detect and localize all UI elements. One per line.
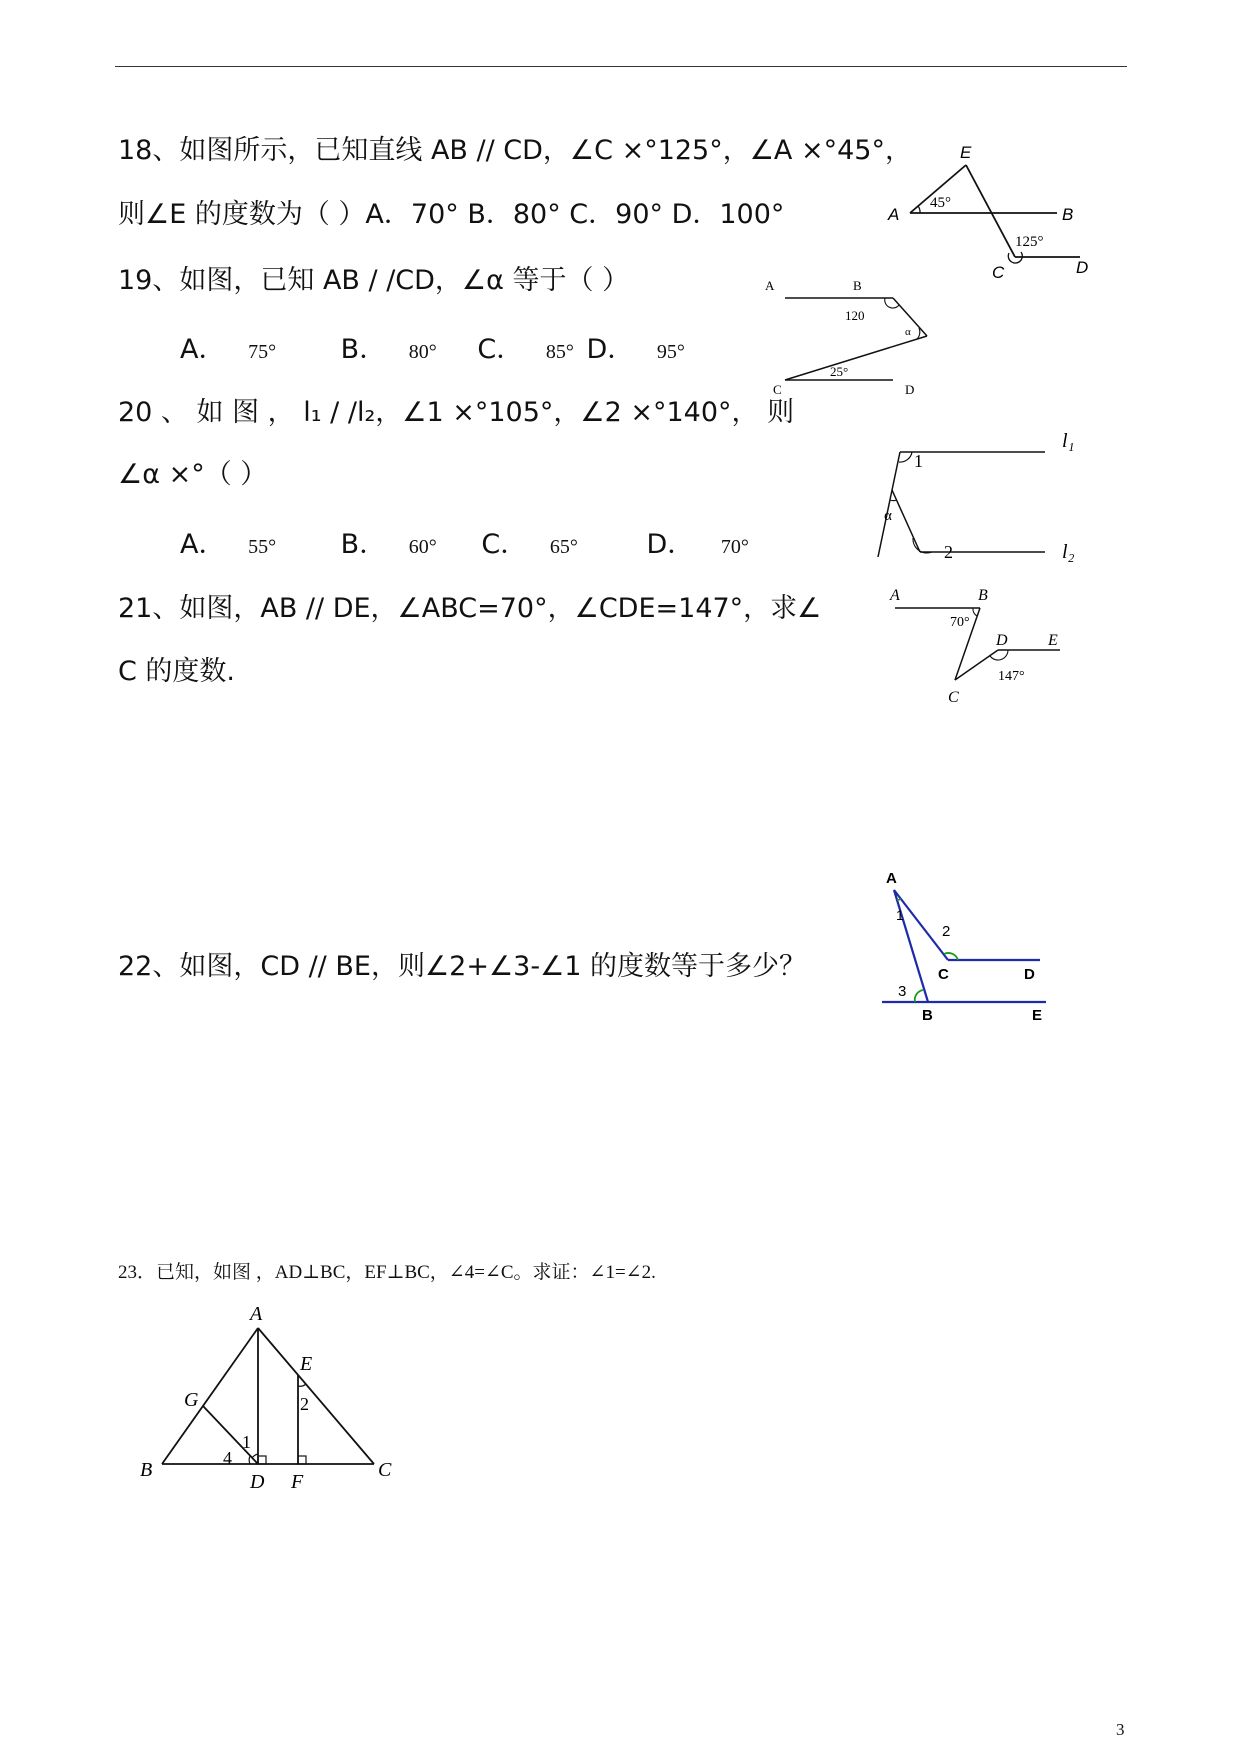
q20-options	[180, 528, 749, 564]
q22-label-b: B	[922, 1007, 933, 1024]
q21-angle-b: 70°	[950, 615, 970, 630]
q23-label-c: C	[378, 1459, 392, 1481]
q19-option-c-value: 85°	[545, 341, 574, 363]
q22-label-2: 2	[942, 923, 951, 940]
q20-option-d-value: 70°	[720, 536, 749, 558]
q19-angle-c: 25°	[830, 364, 849, 379]
q19-option-b-letter: B．	[340, 334, 387, 365]
q20-label-l2: l₂	[1062, 541, 1075, 563]
q20-line2: ∠α ×°（ ）	[118, 459, 268, 490]
q19-label-b: B	[853, 278, 862, 293]
q21-label-b: B	[978, 587, 988, 604]
q20-line1: 20 、 如 图 ， l₁ / /l₂，∠1 ×°105°，∠2 ×°140°， 则	[118, 397, 795, 428]
q22-figure	[870, 868, 1070, 1024]
q22-line1: 22、如图，CD // BE，则∠2+∠3-∠1 的度数等于多少？	[118, 951, 807, 982]
q23-label-1: 1	[242, 1432, 251, 1452]
q22-label-a: A	[886, 870, 897, 887]
q23-label-e: E	[300, 1353, 313, 1375]
q21-label-d: D	[996, 632, 1008, 649]
q20-label-2: 2	[944, 542, 953, 562]
page-number: 3	[1116, 1720, 1125, 1739]
q19-alpha: α	[905, 326, 911, 338]
q18-label-c: C	[992, 263, 1005, 282]
q18-label-e: E	[960, 143, 972, 162]
q21-angle-d: 147°	[998, 669, 1025, 684]
q21-label-c: C	[948, 689, 959, 706]
q20-label-1: 1	[914, 451, 923, 471]
q19-figure	[765, 278, 945, 398]
q20-label-l1: l₁	[1062, 430, 1075, 452]
q18-line1: 18、如图所示，已知直线 AB // CD，∠C ×°125°，∠A ×°45°，	[118, 135, 912, 166]
q19-label-d: D	[905, 382, 915, 397]
q22-label-d: D	[1024, 966, 1035, 983]
q19-option-c-letter: C．	[477, 334, 524, 365]
q23-line1: 23．已知，如图 ，AD⊥BC，EF⊥BC，∠4=∠C。求证：∠1=∠2.	[118, 1262, 656, 1283]
q20-alpha: α	[884, 508, 892, 524]
q19-option-d-letter: D．	[586, 334, 635, 365]
q19-options	[180, 333, 685, 369]
q20-option-d-letter: D．	[646, 529, 695, 560]
q19-option-a-letter: A．	[180, 334, 226, 365]
header-rule	[115, 66, 1127, 67]
q20-option-b-letter: B．	[340, 529, 387, 560]
q23-label-4: 4	[223, 1448, 232, 1468]
q20-option-c-value: 65°	[549, 536, 578, 558]
q20-option-c-letter: C．	[481, 529, 528, 560]
q21-line1: 21、如图，AB // DE，∠ABC=70°，∠CDE=147°，求∠	[118, 593, 822, 624]
q19-label-c: C	[773, 382, 782, 397]
q22-label-c: C	[938, 966, 949, 983]
q23-label-b: B	[140, 1459, 153, 1481]
q20-figure	[870, 425, 1080, 565]
q23-label-d: D	[250, 1471, 265, 1493]
q19-option-a-value: 75°	[248, 341, 277, 363]
q21-label-a: A	[890, 587, 900, 604]
q22-label-3: 3	[898, 983, 907, 1000]
q21-figure	[880, 580, 1080, 710]
q23-label-a: A	[250, 1303, 263, 1325]
q18-angle-c: 125°	[1015, 234, 1044, 250]
q23-label-g: G	[184, 1389, 199, 1411]
q19-label-a: A	[765, 278, 775, 293]
q19-angle-b: 120	[845, 308, 865, 323]
q19-option-d-value: 95°	[656, 341, 685, 363]
q22-label-e: E	[1032, 1007, 1043, 1024]
q20-option-b-value: 60°	[408, 536, 437, 558]
q20-option-a-letter: A．	[180, 529, 226, 560]
q23-label-2: 2	[300, 1394, 309, 1414]
q23-figure	[128, 1298, 428, 1498]
q19-option-b-value: 80°	[408, 341, 437, 363]
q20-option-a-value: 55°	[248, 536, 277, 558]
q18-angle-a: 45°	[930, 195, 951, 211]
q18-label-b: B	[1062, 205, 1074, 224]
q21-line2: C 的度数.	[118, 656, 236, 687]
q23-label-f: F	[291, 1471, 304, 1493]
q21-label-e: E	[1048, 632, 1058, 649]
q18-line2: 则∠E 的度数为（ ）A．70° B．80° C．90° D．100°	[118, 199, 785, 230]
q19-line1: 19、如图，已知 AB / /CD，∠α 等于（ ）	[118, 265, 630, 296]
q18-label-a: A	[888, 205, 900, 224]
q18-figure	[880, 140, 1100, 290]
q18-label-d: D	[1076, 258, 1089, 277]
q22-label-1: 1	[896, 907, 904, 923]
